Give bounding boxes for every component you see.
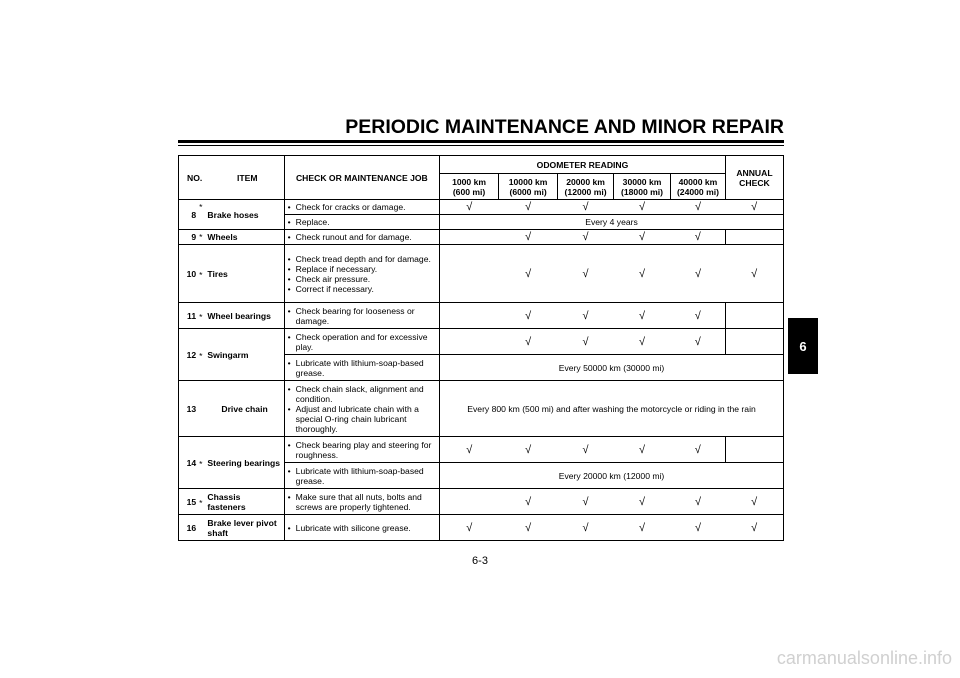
row-number: 9 — [179, 230, 198, 245]
check-mark: √ — [614, 245, 671, 303]
header-odo-1: 1000 km (600 mi) — [440, 174, 499, 200]
empty-cell — [440, 230, 499, 245]
check-mark: √ — [671, 437, 726, 463]
item-name: Wheels — [205, 230, 284, 245]
header-no: NO. — [187, 172, 203, 183]
check-mark: √ — [725, 245, 783, 303]
header-odo-4: 30000 km (18000 mi) — [614, 174, 671, 200]
header-annual: ANNUAL CHECK — [725, 156, 783, 200]
check-mark: √ — [725, 515, 783, 541]
empty-cell — [440, 245, 499, 303]
table-row — [179, 329, 784, 355]
header-item: ITEM — [237, 172, 258, 183]
title-rule-thin — [178, 145, 784, 146]
check-mark: √ — [558, 230, 614, 245]
check-mark: √ — [671, 329, 726, 355]
check-mark: √ — [671, 200, 726, 215]
check-mark: √ — [558, 245, 614, 303]
item-name: Tires — [205, 245, 284, 303]
table-row — [179, 437, 784, 463]
check-mark: √ — [499, 489, 558, 515]
job-cell: • Check bearing for looseness or damage. — [284, 303, 439, 329]
check-mark: √ — [499, 303, 558, 329]
check-mark: √ — [499, 515, 558, 541]
asterisk-mark-empty — [197, 515, 205, 541]
check-mark: √ — [558, 200, 614, 215]
interval-text: Every 800 km (500 mi) and after washing the motorcycle or riding in the rain — [440, 381, 784, 437]
check-mark: √ — [499, 230, 558, 245]
item-name: Brake lever pivot shaft — [205, 515, 284, 541]
row-number: 10 — [179, 245, 198, 303]
check-mark: √ — [614, 230, 671, 245]
empty-cell — [725, 303, 783, 329]
asterisk-mark: * — [197, 245, 205, 303]
row-number: 15 — [179, 489, 198, 515]
check-mark: √ — [671, 303, 726, 329]
job-cell: • Check bearing play and steering for roughness. — [284, 437, 439, 463]
job-cell: • Lubricate with silicone grease. — [284, 515, 439, 541]
job-cell: • Replace. — [284, 215, 439, 230]
job-cell: • Check for cracks or damage. — [284, 200, 439, 215]
interval-text: Every 50000 km (30000 mi) — [440, 355, 784, 381]
header-row — [179, 156, 784, 174]
check-mark: √ — [614, 489, 671, 515]
empty-cell — [440, 329, 499, 355]
job-cell: • Check operation and for excessive play. — [284, 329, 439, 355]
check-mark: √ — [499, 329, 558, 355]
job-cell: • Lubricate with lithium-soap-based grease. — [284, 463, 439, 489]
interval-text: Every 4 years — [440, 215, 784, 230]
interval-text: Every 20000 km (12000 mi) — [440, 463, 784, 489]
table-row — [179, 515, 784, 541]
asterisk-mark-empty — [197, 381, 205, 437]
check-mark: √ — [558, 489, 614, 515]
check-mark: √ — [614, 329, 671, 355]
empty-cell — [725, 230, 783, 245]
check-mark: √ — [440, 437, 499, 463]
check-mark: √ — [558, 515, 614, 541]
asterisk-mark: * — [197, 329, 205, 381]
check-mark: √ — [558, 303, 614, 329]
header-no-item — [179, 156, 285, 200]
empty-cell — [725, 437, 783, 463]
asterisk-mark: * — [197, 489, 205, 515]
header-odo-3: 20000 km (12000 mi) — [558, 174, 614, 200]
check-mark: √ — [614, 303, 671, 329]
check-mark: √ — [725, 200, 783, 215]
empty-cell — [440, 303, 499, 329]
item-name: Chassis fasteners — [205, 489, 284, 515]
table-row — [179, 245, 784, 303]
maintenance-table — [178, 155, 784, 541]
header-odo-2: 10000 km (6000 mi) — [499, 174, 558, 200]
asterisk-mark: * — [197, 230, 205, 245]
table-row — [179, 230, 784, 245]
watermark[interactable]: carmanualsonline.info — [776, 648, 952, 668]
item-name: Drive chain — [205, 381, 284, 437]
row-number: 16 — [179, 515, 198, 541]
check-mark: √ — [614, 437, 671, 463]
row-number: 13 — [179, 381, 198, 437]
header-odometer: ODOMETER READING — [440, 156, 726, 174]
page-title: PERIODIC MAINTENANCE AND MINOR REPAIR — [345, 116, 784, 138]
check-mark: √ — [440, 200, 499, 215]
item-name: Steering bearings — [205, 437, 284, 489]
check-mark: √ — [671, 230, 726, 245]
asterisk-mark: * — [197, 200, 205, 230]
row-number: 11 — [179, 303, 198, 329]
page-number: 6-3 — [472, 555, 488, 567]
table-row — [179, 200, 784, 215]
check-mark: √ — [499, 437, 558, 463]
table-row — [179, 303, 784, 329]
job-cell: • Check runout and for damage. — [284, 230, 439, 245]
check-mark: √ — [440, 515, 499, 541]
job-cell: • Check tread depth and for damage. • Replace if necessary. • Check air pressure. • Correct if necessary. — [284, 245, 439, 303]
row-number: 12 — [179, 329, 198, 381]
asterisk-mark: * — [197, 437, 205, 489]
empty-cell — [440, 489, 499, 515]
check-mark: √ — [614, 200, 671, 215]
check-mark: √ — [725, 489, 783, 515]
empty-cell — [725, 329, 783, 355]
job-cell: • Make sure that all nuts, bolts and screws are properly tightened. — [284, 489, 439, 515]
row-number: 14 — [179, 437, 198, 489]
job-cell: • Check chain slack, alignment and condition. • Adjust and lubricate chain with a special O-ring chain lubricant thoroughly. — [284, 381, 439, 437]
check-mark: √ — [499, 245, 558, 303]
asterisk-mark: * — [197, 303, 205, 329]
check-mark: √ — [558, 329, 614, 355]
item-name: Brake hoses — [205, 200, 284, 230]
header-job: CHECK OR MAINTENANCE JOB — [284, 156, 439, 200]
item-name: Wheel bearings — [205, 303, 284, 329]
check-mark: √ — [558, 437, 614, 463]
header-odo-5: 40000 km (24000 mi) — [671, 174, 726, 200]
check-mark: √ — [671, 515, 726, 541]
check-mark: √ — [671, 489, 726, 515]
check-mark: √ — [671, 245, 726, 303]
table-row — [179, 489, 784, 515]
title-rule — [178, 140, 784, 143]
chapter-tab[interactable]: 6 — [788, 318, 818, 374]
item-name: Swingarm — [205, 329, 284, 381]
row-number: 8 — [179, 200, 198, 230]
table-row — [179, 381, 784, 437]
job-cell: • Lubricate with lithium-soap-based grease. — [284, 355, 439, 381]
check-mark: √ — [499, 200, 558, 215]
check-mark: √ — [614, 515, 671, 541]
